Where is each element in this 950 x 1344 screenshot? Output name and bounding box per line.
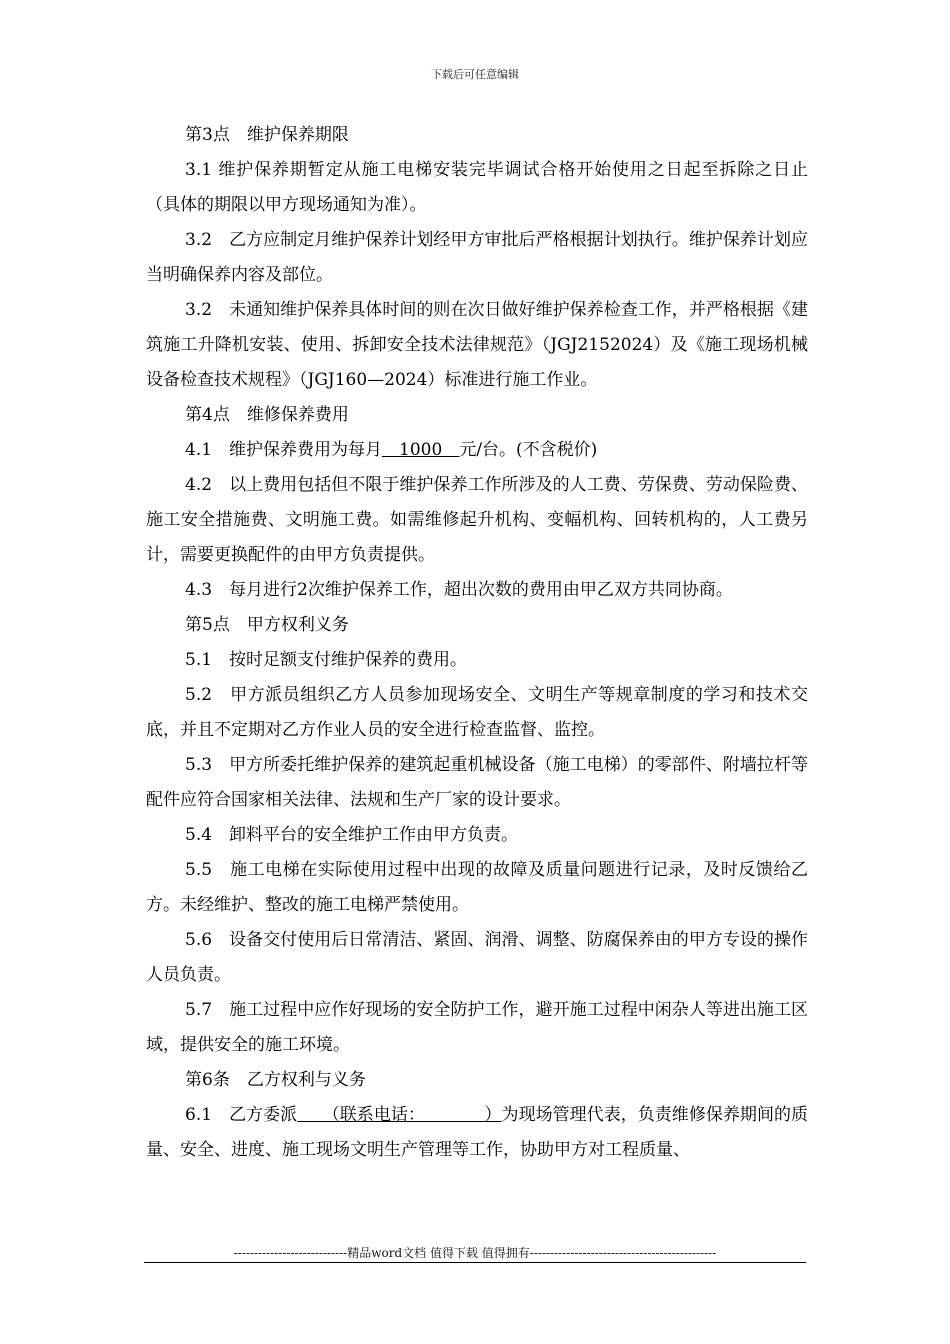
fee-unit: 元/台。(不含税价)	[459, 440, 598, 460]
document-body	[146, 118, 808, 1168]
paragraph-4-1	[146, 433, 808, 468]
fee-amount: 1000	[382, 440, 460, 460]
paragraph-3-2b: 3.2 未通知维护保养具体时间的则在次日做好维护保养检查工作，并严格根据《建筑施工升降机安装、使用、拆卸安全技术法律规范》（JGJ2152024）及《施工现场机械设备检查技术规程》（JGJ160—2024）标准进行施工作业。	[146, 300, 808, 390]
delegate-blank: （联系电话： ）	[297, 1105, 502, 1125]
fee-label: 4.1 维护保养费用为每月	[185, 440, 383, 460]
delegate-duties: 为现场管理代表，负责维修保养期间的质量、安全、进度、施工现场文明生产管理等工作，协助甲方对工程质量、	[146, 1105, 808, 1160]
paragraph-5-4: 5.4 卸料平台的安全维护工作由甲方负责。	[185, 825, 519, 845]
page-header: 下载后可任意编辑	[431, 68, 519, 81]
section-3-heading: 第3点 维护保养期限	[185, 125, 349, 145]
section-6-heading: 第6条 乙方权利与义务	[185, 1070, 366, 1090]
delegate-label: 6.1 乙方委派	[185, 1105, 298, 1125]
paragraph-3-1: 3.1 维护保养期暂定从施工电梯安装完毕调试合格开始使用之日起至拆除之日止（具体的期限以甲方现场通知为准）。	[146, 160, 808, 215]
paragraph-5-5: 5.5 施工电梯在实际使用过程中出现的故障及质量问题进行记录，及时反馈给乙方。未经维护、整改的施工电梯严禁使用。	[146, 860, 808, 915]
page-footer: ----------------------------精品word文档 值得下载 值得拥有----------------------------------------------	[233, 1246, 717, 1260]
paragraph-4-3: 4.3 每月进行2次维护保养工作，超出次数的费用由甲乙双方共同协商。	[185, 580, 733, 600]
paragraph-5-1: 5.1 按时足额支付维护保养的费用。	[185, 650, 468, 670]
section-5-heading: 第5点 甲方权利义务	[185, 615, 349, 635]
paragraph-3-2: 3.2 乙方应制定月维护保养计划经甲方审批后严格根据计划执行。维护保养计划应当明确保养内容及部位。	[146, 230, 808, 285]
section-4-heading: 第4点 维修保养费用	[185, 405, 349, 425]
paragraph-5-6: 5.6 设备交付使用后日常清洁、紧固、润滑、调整、防腐保养由的甲方专设的操作人员负责。	[146, 930, 808, 985]
paragraph-5-2: 5.2 甲方派员组织乙方人员参加现场安全、文明生产等规章制度的学习和技术交底，并且不定期对乙方作业人员的安全进行检查监督、监控。	[146, 685, 808, 740]
paragraph-5-7: 5.7 施工过程中应作好现场的安全防护工作，避开施工过程中闲杂人等进出施工区域，提供安全的施工环境。	[146, 1000, 808, 1055]
paragraph-4-2: 4.2 以上费用包括但不限于维护保养工作所涉及的人工费、劳保费、劳动保险费、施工安全措施费、文明施工费。如需维修起升机构、变幅机构、回转机构的，人工费另计，需要更换配件的由甲方负责提供。	[146, 475, 808, 565]
paragraph-5-3: 5.3 甲方所委托维护保养的建筑起重机械设备（施工电梯）的零部件、附墙拉杆等配件应符合国家相关法律、法规和生产厂家的设计要求。	[146, 755, 808, 810]
footer-divider	[144, 1262, 806, 1263]
paragraph-6-1	[146, 1098, 808, 1168]
